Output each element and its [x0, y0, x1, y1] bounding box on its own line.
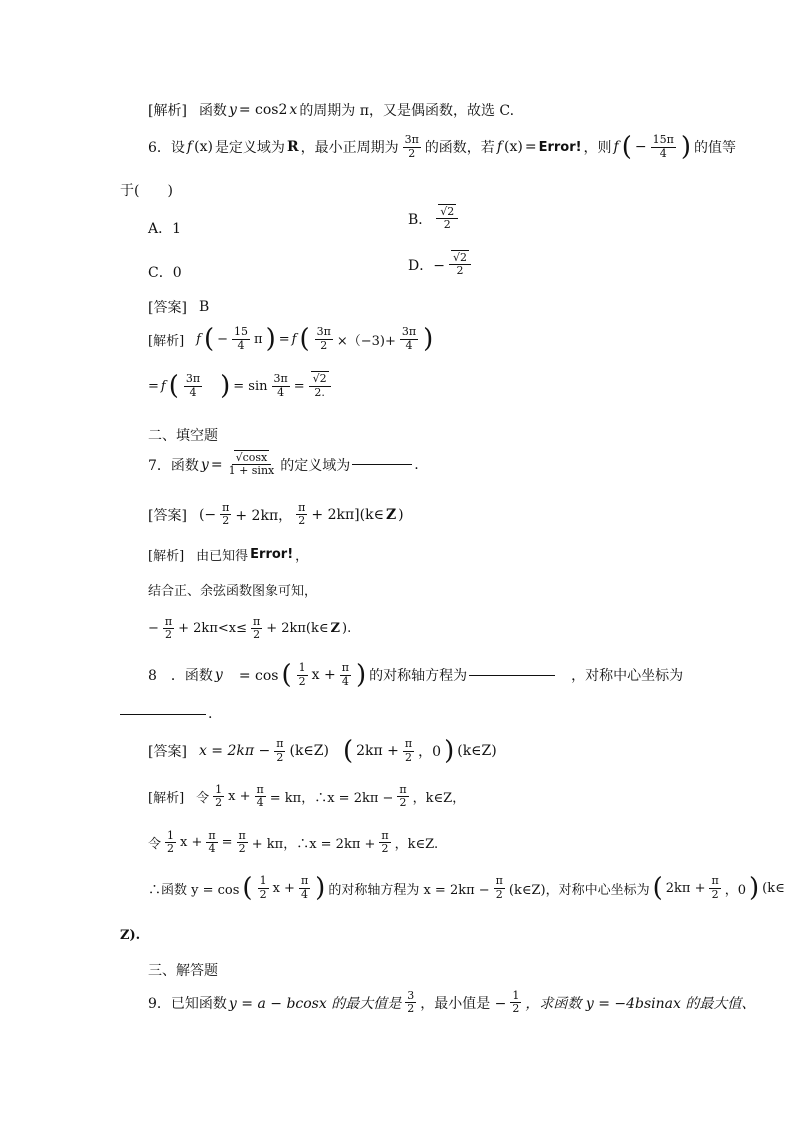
- text: 4: [405, 338, 413, 352]
- text: 的对称轴方程为: [369, 668, 468, 684]
- text: Z).: [120, 928, 141, 943]
- answer-tag: [答案]: [148, 507, 187, 524]
- answer-6: [148, 297, 209, 317]
- text: 9．已知函数: [148, 995, 227, 1012]
- text: x = 2kπ −: [198, 743, 271, 759]
- text: 4: [256, 796, 264, 810]
- text: 三、解答题: [148, 963, 218, 979]
- text: 的定义域为: [280, 457, 351, 474]
- text: ).: [342, 621, 352, 637]
- paren: ): [423, 324, 434, 354]
- paren: ): [444, 736, 455, 766]
- question-8-continued: [120, 706, 212, 722]
- text: π: [222, 501, 230, 514]
- text: 3: [407, 989, 415, 1002]
- text: ，求函数 y = −4bsinax 的最大值、: [525, 995, 756, 1012]
- text: 2: [711, 887, 719, 901]
- fraction: [237, 830, 248, 855]
- text: f: [160, 378, 166, 394]
- text: √cosx: [235, 451, 268, 464]
- fraction: [163, 616, 174, 641]
- text: C．0: [148, 265, 182, 281]
- paren: ): [680, 132, 692, 162]
- analysis-tag: [解析]: [148, 103, 187, 119]
- fraction: [651, 134, 676, 159]
- math-var: f: [496, 139, 502, 155]
- math-var: y: [228, 102, 237, 118]
- paren: (: [621, 132, 632, 162]
- text: ，0: [724, 882, 746, 898]
- text: 2: [259, 887, 267, 901]
- text: 4: [237, 338, 245, 352]
- fraction: [397, 784, 408, 809]
- text: (−: [198, 506, 217, 523]
- question-8: [148, 662, 683, 688]
- text: π: [404, 737, 413, 751]
- text: 的周期为 π，又是偶函数，故选 C.: [299, 103, 515, 119]
- fraction: [296, 502, 307, 527]
- text: 3π: [316, 325, 331, 339]
- text: (k∈Z): [289, 743, 329, 759]
- text: + kπ，∴x = 2kπ +: [251, 837, 376, 853]
- text: 的值等: [694, 140, 737, 156]
- text: 令: [196, 791, 210, 807]
- text: 1: [512, 989, 520, 1002]
- text: y: [200, 456, 209, 473]
- text: ∴函数 y = cos: [148, 882, 240, 898]
- math-var: x: [289, 102, 298, 118]
- text: 令: [148, 837, 162, 853]
- solution-5-line: [148, 100, 514, 120]
- text: 7．函数: [148, 457, 199, 474]
- text: 3π: [273, 372, 288, 386]
- text: [309, 373, 331, 386]
- text: (x): [194, 139, 213, 155]
- fraction: [274, 738, 285, 763]
- fraction: [436, 206, 458, 231]
- fraction: [251, 616, 262, 641]
- text: A．1: [148, 221, 182, 237]
- text: = cos: [224, 668, 279, 684]
- text: ，: [295, 549, 309, 564]
- fraction: [379, 830, 390, 855]
- paren: ): [748, 873, 760, 903]
- option-b: [408, 206, 460, 231]
- text: 2: [443, 218, 451, 232]
- text: π: [298, 501, 306, 514]
- option-c: [148, 262, 182, 282]
- text: −: [217, 331, 229, 347]
- text: + 2kπ<x≤: [178, 621, 247, 637]
- text: 2: [512, 1002, 520, 1016]
- text: 3π: [404, 133, 419, 147]
- fraction: [403, 134, 421, 159]
- text: 的函数，若: [424, 140, 495, 156]
- text: 4: [301, 887, 309, 901]
- text: Z: [330, 621, 341, 637]
- text: =: [221, 835, 233, 851]
- text: 2: [456, 264, 464, 278]
- fraction: [165, 830, 176, 855]
- text: π: [381, 829, 389, 842]
- text: 2: [165, 628, 173, 642]
- text: 2: [222, 514, 230, 528]
- question-7: [148, 452, 419, 477]
- analysis-tag: [解析]: [148, 791, 185, 807]
- text: 2.: [314, 385, 325, 399]
- fraction: [227, 452, 277, 477]
- fraction: [299, 875, 310, 900]
- text: 2: [381, 842, 389, 856]
- solution-8-continued: [120, 928, 140, 943]
- text: 2: [320, 338, 328, 352]
- answer-blank[interactable]: [352, 464, 412, 465]
- text: √2: [312, 372, 327, 386]
- text: + 2kπ，: [235, 507, 293, 524]
- text: (k∈: [762, 880, 785, 896]
- text: ×（−3)+: [336, 333, 396, 349]
- fraction: [255, 784, 266, 809]
- question-9: [148, 990, 755, 1015]
- text: 4: [208, 842, 216, 856]
- text: −: [634, 139, 647, 155]
- text: ，则: [583, 140, 612, 156]
- text: x +: [272, 880, 295, 896]
- text: 2: [407, 1002, 415, 1016]
- paren: (: [281, 660, 292, 690]
- text: 函数: [198, 103, 227, 119]
- text: 1: [167, 829, 175, 842]
- text: 2: [253, 628, 261, 642]
- fraction: [206, 830, 217, 855]
- paren: ): [355, 660, 367, 690]
- text: 2: [238, 842, 246, 856]
- analysis-tag: [解析]: [148, 549, 185, 564]
- fraction: [297, 662, 308, 687]
- text: ): [398, 506, 404, 523]
- text: π: [254, 331, 263, 347]
- error-text: Error!: [538, 139, 582, 155]
- fraction: [309, 373, 331, 398]
- text: π: [256, 783, 264, 796]
- fraction: [213, 784, 224, 809]
- fraction: [403, 738, 414, 763]
- text: =: [148, 378, 159, 394]
- text: 2: [408, 146, 416, 160]
- text: + 2kπ(k∈: [266, 621, 329, 637]
- fraction: [405, 990, 416, 1015]
- text: ，k∈Z，: [412, 791, 466, 807]
- option-a: [148, 218, 181, 238]
- text: B．: [408, 211, 433, 228]
- fraction: [449, 252, 471, 277]
- text: 3π: [185, 372, 201, 386]
- text: 3π: [401, 325, 417, 339]
- solution-7-range: [148, 616, 351, 641]
- paren: ): [265, 324, 276, 354]
- text: 2: [298, 514, 306, 528]
- text: 结合正、余弦函数图象可知，: [148, 584, 318, 599]
- text: f: [291, 331, 297, 347]
- text: 于( ): [120, 183, 173, 199]
- text: Error!: [250, 547, 294, 562]
- text: =: [524, 139, 537, 155]
- text: π: [238, 829, 246, 842]
- text: π: [164, 615, 173, 628]
- text: ，对称中心坐标为: [571, 668, 684, 684]
- paren: (: [203, 324, 215, 354]
- paren: (: [242, 873, 253, 903]
- text: √2: [440, 205, 455, 218]
- section-heading-2: [148, 425, 218, 445]
- text: 2kπ +: [356, 743, 399, 759]
- solution-7: [148, 545, 308, 564]
- text: 1: [215, 783, 223, 796]
- text: 4: [659, 146, 667, 160]
- text: 2: [276, 750, 284, 764]
- text: ，0: [418, 744, 442, 760]
- text: 4: [189, 385, 197, 399]
- text: 15: [234, 325, 249, 339]
- text: .: [208, 706, 213, 722]
- text: 1: [298, 661, 306, 675]
- fraction: [510, 990, 521, 1015]
- fraction: [232, 326, 250, 351]
- text: 1 + sinx: [228, 464, 275, 478]
- text: D．−: [408, 257, 445, 274]
- answer-8: [148, 738, 497, 764]
- text: π: [399, 783, 407, 796]
- question-6-continued: [120, 180, 173, 200]
- text: ，最小值是 −: [420, 995, 507, 1012]
- paren: ): [315, 873, 326, 903]
- math-var: f: [613, 139, 619, 155]
- text: y = a − bcosx 的最大值是: [228, 995, 402, 1012]
- text: 2kπ +: [665, 880, 706, 896]
- text: 的对称轴方程为 x = 2kπ −: [328, 882, 490, 898]
- text: 2: [399, 796, 407, 810]
- text: y: [214, 667, 223, 683]
- answer-tag: [答案]: [148, 300, 187, 316]
- text: 由已知得: [196, 549, 249, 564]
- text: =: [210, 456, 223, 473]
- text: =: [278, 331, 290, 347]
- answer-7: [148, 502, 404, 527]
- text: 8 ．函数: [148, 668, 213, 684]
- math-var: f: [186, 139, 193, 155]
- paren: ): [220, 371, 231, 401]
- text: 二、填空题: [148, 428, 218, 444]
- solution-6-line-1: [148, 326, 434, 352]
- paren: (: [652, 873, 663, 903]
- section-heading-3: [148, 960, 218, 980]
- fraction: [220, 502, 231, 527]
- text: π: [341, 661, 349, 675]
- text: + 2kπ](k∈: [311, 506, 384, 523]
- fraction: [340, 662, 351, 687]
- solution-8-line-1: [148, 784, 465, 809]
- text: = sin: [233, 378, 268, 394]
- text: = kπ，∴x = 2kπ −: [269, 791, 394, 807]
- text: π: [208, 829, 216, 842]
- text: 2: [298, 674, 306, 688]
- fraction: [272, 373, 290, 398]
- text: 2: [495, 887, 503, 901]
- paren: (: [342, 736, 354, 766]
- text: 6．设: [148, 140, 185, 156]
- solution-6-line-2: [148, 373, 333, 399]
- text: x +: [228, 789, 251, 805]
- question-6: [148, 134, 736, 160]
- text: (k∈Z): [457, 743, 497, 759]
- text: 1: [259, 874, 267, 888]
- text: π: [252, 615, 261, 628]
- text: x +: [180, 835, 203, 851]
- text: √2: [452, 251, 467, 264]
- text: −: [148, 621, 159, 637]
- text: (k∈Z)，对称中心坐标为: [508, 882, 650, 898]
- math-set: R: [286, 139, 299, 155]
- text: (x): [504, 139, 523, 155]
- answer-blank[interactable]: [120, 714, 206, 715]
- solution-8-line-3: [148, 875, 785, 901]
- text: ，最小正周期为: [300, 140, 399, 156]
- text: 是定义域为: [214, 140, 285, 156]
- solution-7-combine: [148, 580, 317, 599]
- text: 4: [277, 385, 285, 399]
- text: =: [293, 378, 305, 394]
- fraction: [709, 875, 720, 900]
- text: 2: [167, 842, 175, 856]
- fraction: [315, 326, 333, 351]
- text: 4: [341, 674, 349, 688]
- text: ，k∈Z.: [394, 837, 439, 853]
- text: B: [198, 299, 210, 315]
- text: 2: [215, 796, 223, 810]
- text: Z: [385, 506, 397, 523]
- text: 15π: [652, 133, 674, 147]
- text: f: [196, 331, 201, 347]
- answer-blank[interactable]: [469, 675, 555, 676]
- text: 2: [405, 750, 413, 764]
- text: .: [414, 456, 419, 473]
- text: π: [711, 874, 719, 888]
- paren: (: [168, 371, 179, 401]
- solution-8-line-2: [148, 830, 438, 855]
- fraction: [184, 373, 202, 398]
- text: π: [300, 874, 309, 888]
- answer-tag: [答案]: [148, 744, 187, 760]
- analysis-tag: [解析]: [148, 333, 185, 349]
- text: = cos2: [238, 102, 288, 118]
- option-d: [408, 252, 473, 277]
- fraction: [258, 875, 269, 900]
- text: π: [495, 874, 503, 888]
- fraction: [494, 875, 505, 900]
- text: π: [276, 737, 284, 751]
- paren: (: [299, 324, 310, 354]
- text: x +: [311, 667, 336, 683]
- fraction: [400, 326, 418, 351]
